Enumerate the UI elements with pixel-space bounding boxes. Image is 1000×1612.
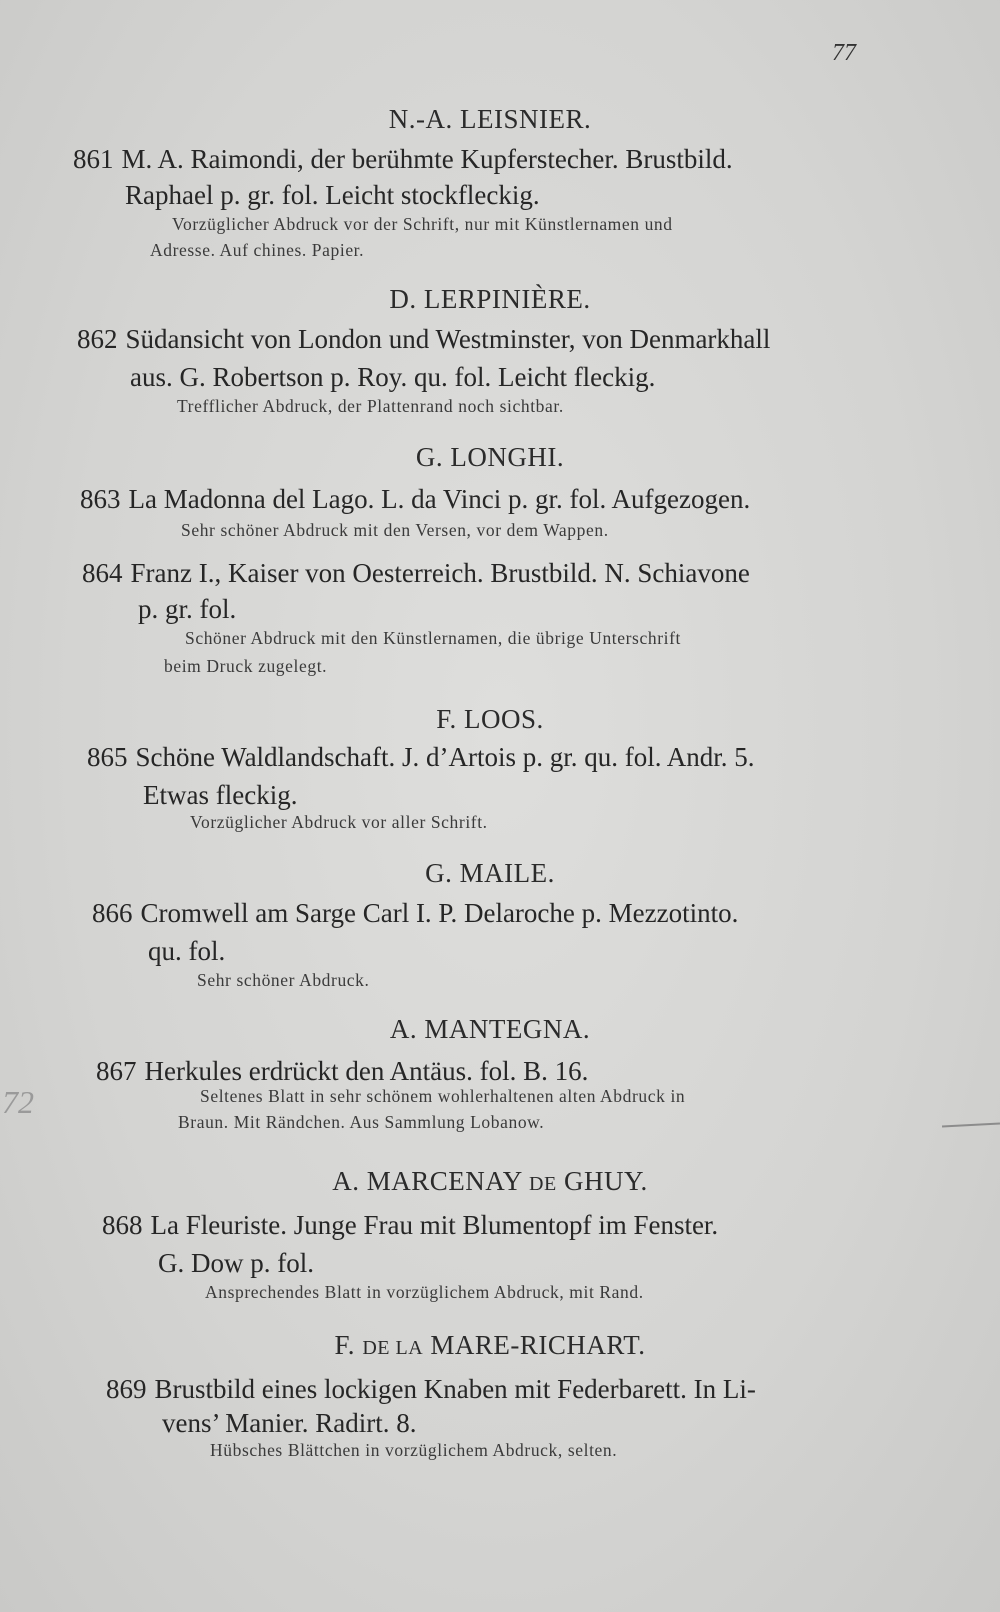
entry-866-note1: Sehr schöner Abdruck. [197, 970, 370, 990]
section-heading-marcenay: A. MARCENAY DE GHUY. [332, 1166, 648, 1196]
section-heading-mare-richart: F. DE LA MARE-RICHART. [334, 1330, 646, 1360]
entry-869-note1: Hübsches Blättchen in vorzüglichem Abdruck, selten. [210, 1440, 618, 1460]
entry-865-note1: Vorzüglicher Abdruck vor aller Schrift. [190, 812, 488, 832]
entry-866-line2: qu. fol. [148, 936, 226, 966]
entry-number: 861 [73, 144, 114, 174]
entry-867-note2: Braun. Mit Rändchen. Aus Sammlung Lobanow. [178, 1112, 545, 1132]
entry-862-line2: aus. G. Robertson p. Roy. qu. fol. Leicht fleckig. [130, 362, 656, 392]
entry-number: 863 [80, 484, 121, 514]
entry-868-line2: G. Dow p. fol. [158, 1248, 314, 1278]
entry-number: 867 [96, 1056, 137, 1086]
entry-864-line1: 864 Franz I., Kaiser von Oesterreich. Brustbild. N. Schiavone [82, 558, 750, 588]
margin-pencil-mark [942, 1122, 1000, 1127]
entry-866-line1: 866 Cromwell am Sarge Carl I. P. Delaroche p. Mezzotinto. [92, 898, 739, 928]
entry-number: 862 [77, 324, 118, 354]
section-heading-mantegna: A. MANTEGNA. [389, 1014, 591, 1044]
margin-handwritten-note: 72 [2, 1084, 34, 1120]
entry-862-line1: 862 Südansicht von London und Westminster, von Denmarkhall [77, 324, 771, 354]
entry-number: 866 [92, 898, 133, 928]
entry-861-line1: 861 M. A. Raimondi, der berühmte Kupferstecher. Brustbild. [73, 144, 733, 174]
entry-867-line1: 867 Herkules erdrückt den Antäus. fol. B. 16. [96, 1056, 589, 1086]
entry-864-line2: p. gr. fol. [138, 594, 237, 624]
entry-863-note1: Sehr schöner Abdruck mit den Versen, vor dem Wappen. [181, 520, 609, 540]
section-heading-longhi: G. LONGHI. [415, 442, 565, 472]
entry-861-note1: Vorzüglicher Abdruck vor der Schrift, nur mit Künstlernamen und [172, 214, 673, 234]
entry-868-note1: Ansprechendes Blatt in vorzüglichem Abdruck, mit Rand. [205, 1282, 644, 1302]
entry-865-line2: Etwas fleckig. [143, 780, 298, 810]
section-heading-maile: G. MAILE. [425, 858, 555, 888]
entry-number: 868 [102, 1210, 143, 1240]
entry-861-note2: Adresse. Auf chines. Papier. [150, 240, 365, 260]
entry-865-line1: 865 Schöne Waldlandschaft. J. d’Artois p. gr. qu. fol. Andr. 5. [87, 742, 755, 772]
entry-number: 864 [82, 558, 123, 588]
section-heading-leisnier: N.-A. LEISNIER. [388, 104, 592, 134]
entry-864-note1: Schöner Abdruck mit den Künstlernamen, die übrige Unterschrift [185, 628, 681, 648]
page-number: 77 [832, 40, 856, 66]
entry-number: 869 [106, 1374, 147, 1404]
entry-868-line1: 868 La Fleuriste. Junge Frau mit Blumentopf im Fenster. [102, 1210, 719, 1240]
entry-862-note1: Trefflicher Abdruck, der Plattenrand noch sichtbar. [177, 396, 564, 416]
entry-number: 865 [87, 742, 128, 772]
entry-869-line1: 869 Brustbild eines lockigen Knaben mit Federbarett. In Li- [106, 1374, 756, 1404]
entry-867-note1: Seltenes Blatt in sehr schönem wohlerhaltenen alten Abdruck in [200, 1086, 686, 1106]
section-heading-loos: F. LOOS. [436, 704, 544, 734]
entry-861-line2: Raphael p. gr. fol. Leicht stockfleckig. [125, 180, 540, 210]
entry-869-line2: vens’ Manier. Radirt. 8. [162, 1408, 417, 1438]
section-heading-lerpiniere: D. LERPINIÈRE. [389, 284, 591, 314]
entry-863-line1: 863 La Madonna del Lago. L. da Vinci p. gr. fol. Aufgezogen. [80, 484, 751, 514]
entry-864-note2: beim Druck zugelegt. [164, 656, 328, 676]
